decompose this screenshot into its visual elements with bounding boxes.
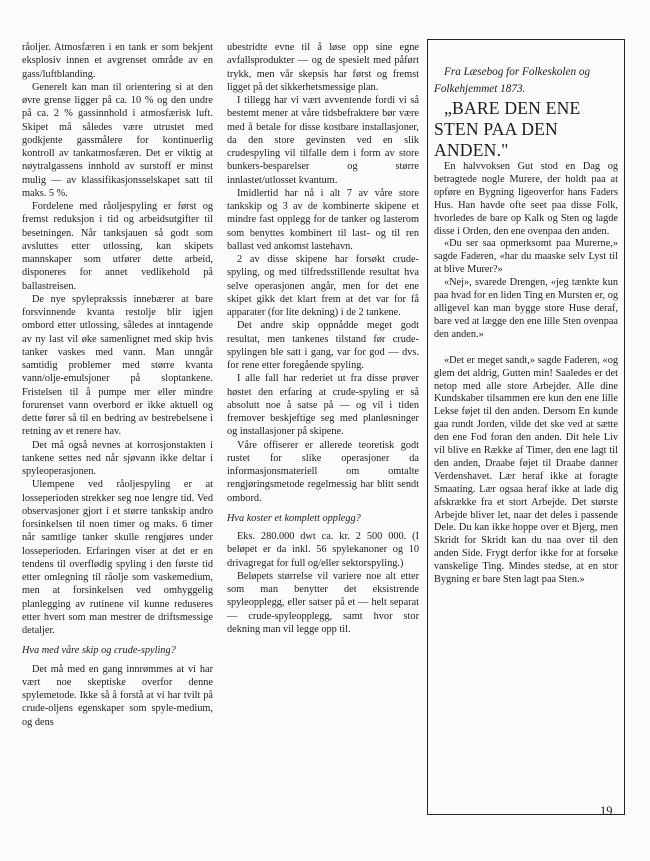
paragraph: Eks. 280.000 dwt ca. kr. 2 500 000. (I beløpet er da inkl. 56 spylekanoner og 10 drivagregat for full og/eller sektorspyling.) [227,531,419,569]
sidebar-title: „BARE DEN ENE STEN PAA DEN ANDEN." [434,98,581,160]
paragraph: råoljer. Atmosfæren i en tank er som bekjent eksplosiv innen et avgrenset område av en gass/luftblanding. [22,42,213,80]
paragraph: Beløpets størrelse vil variere noe alt etter som man benytter det eksistrende spyleopplegg, eller satser på et — helt separat — crude-spyleopplegg, samt hvor stor dekning man vil legge opp til. [227,570,419,635]
paragraph: Ulempene ved råoljespyling er at losseperioden strekker seg noe lengre tid. Ved observasjoner gjort i et større tankskip andro forsinkelsen til noen timer og maks. 6 timer når samtlige tanker skulle rengjøres under losseperioden. Erfaringen viser at det er en tendens til overflødig spyling i den første tid etter omlegning til råolje som vaskemedium, men at forsinkelsen ved omhyggelig planlegging av rutinene vil kunne reduseres etter hvert som man mestrer de driftsmessige detaljer. [22,479,213,636]
paragraph: Generelt kan man til orientering si at den øvre grense ligger på ca. 10 % og den undre på ca. 2 % gassinnhold i atmosfærisk luft. Skipet må således være utrustet med godkjente gassmålere for kontinuerlig kontroll av tankatmosfæren. Det er viktig at nøytralgassens innhold av surstoff er minst mulig — av klassifikasjonsselskapet satt til maks. 5 %. [22,81,213,199]
sidebar-source: Fra Læsebog for Folkeskolen og Folkehjemmet 1873. [434,66,591,95]
paragraph: Fordelene med råoljespyling er først og fremst reduksjon i tid og arbeidsutgifter til besetningen. Når tanksjauen så godt som avsluttes etter utlossing, kan skipets mannskaper som utfører dette arbeid, disponeres for annet vedlikehold på ballastreisen. [22,201,213,292]
article-column-middle [227,41,419,636]
paragraph: Våre offiserer er allerede teoretisk godt rustet for slike operasjoner da informasjonsmateriell om omtalte rengjøringsmetode regelmessig har blitt sendt ombord. [227,439,419,504]
paragraph: En halvvoksen Gut stod en Dag og betragtede nogle Murere, der holdt paa at opføre en Bygning ligeoverfor hans Faders Hus. Han havde ofte seet paa disse Folk, hvorledes de bare op Kalk og Sten og lagde disse i Orden, den ene ovenpaa den anden. [434,161,618,237]
paragraph: Det må også nevnes at korrosjonstakten i tankene settes ned når sjøvann ikke deltar i spyleoperasjonen. [22,439,213,477]
paragraph: «Du ser saa opmerksomt paa Murerne,» sagde Faderen, «har du maaske selv Lyst til at blive Murer?» [434,238,618,276]
paragraph: 2 av disse skipene har forsøkt crude-spyling, og med tilfredsstillende resultat hva selve operasjonen angår, men for det ene skipet gikk det klart frem at det var for få apparater (for lite dekning) i de 2 tankene. [227,254,419,318]
paragraph: Det må med en gang innrømmes at vi har vært noe skeptiske overfor denne spylemetode. Ikke så å forstå at vi har tvilt på crude-oljens egenskaper som spyle-medium, og dens [22,663,213,728]
paragraph: I tillegg har vi vært avventende fordi vi så bestemt mener at våre tidsbefraktere bør være med å betale for disse kostbare installasjoner, da den store gevinsten ved en slik crudespyling vil tilfalle dem i form av store bunkers-besparelser og større innlastet/utlosset kvantum. [227,95,419,186]
sidebar-content [434,64,618,587]
article-column-left [22,41,213,729]
paragraph: Det andre skip oppnådde meget godt resultat, men tankenes tilstand før crude-spylingen ble satt i gang, var for god — dvs. for rene etter foregående spyling. [227,320,419,371]
paragraph: «Nej», svarede Drengen, «jeg tænkte kun paa hvad for en liden Ting en Mursten er, og alligevel kan man bygge store Huse deraf, bare ved at lægge den ene lille Sten ovenpaa den anden.» [434,277,618,340]
paragraph: Imidlertid har nå i alt 7 av våre store tankskip og 3 av de kombinerte skipene et mindre fast opplegg for de tanker og lasterom som benyttes kombinert til last- og til ren ballast ved ankomst lastehavn. [227,187,419,252]
section-heading: Hva koster et komplett opplegg? [227,512,361,524]
paragraph: De nye spyleprakssis innebærer at bare forsvinnende kvanta restolje blir igjen ombord etter utlossing, således at inntagende av ny last vil øke samenlignet med skip hvis tanker vaskes med vann. Man unngår samtidig problemer med større kvanta vann/olje-emulsjoner på sloptankene. Fristelsen til å pumpe mer eller mindre forurenset vann overbord er ikke aktuell og dette fører så til en bedring av bestrebelsene i retning av et renere hav. [22,293,213,438]
page-number: 19 [600,804,613,818]
paragraph: «Det er meget sandt,» sagde Faderen, «og glem det aldrig, Gutten min! Saaledes er det netop med alle store Arbejder. Alle dine Kundskaber tilsammen ere kun den ene lille Lekse føjet til den anden. Dersom En kunde gaa rundt Jorden, vilde det ske ved at sætte den ene Fod foran den anden. Dit hele Liv vil blive en Række af Timer, den ene lagt til den anden, Draabe føjet til Draabe danner Verdenshavet. Lær heraf ikke at foragte Smaating. Lær ogsaa heraf ikke at lade dig afskrække fra et stort Arbejde. Det største Arbejde bliver let, naar det deles i passende Dele. Du kan ikke hoppe over et Bjerg, men Skridt for Skridt kan du naa over til den anden Side. Frygt derfor ikke for at forsøke vanskelige Ting. Mindes stedse, at en stor Bygning er bare Sten lagt paa Sten.» [434,354,618,586]
section-heading: Hva med våre skip og crude-spyling? [22,645,176,657]
paragraph: ubestridte evne til å løse opp sine egne avfallsprodukter — og de spesielt med påført trykk, men vår skepsis har først og fremst ligget på det sikkerhetsmessige plan. [227,42,419,93]
paragraph: I alle fall har rederiet ut fra disse prøver høstet den erfaring at crude-spyling er så absolutt noe å satse på — og vil i tiden fremover beskjeftige seg med planløsninger og installasjoner på skipene. [227,373,419,438]
